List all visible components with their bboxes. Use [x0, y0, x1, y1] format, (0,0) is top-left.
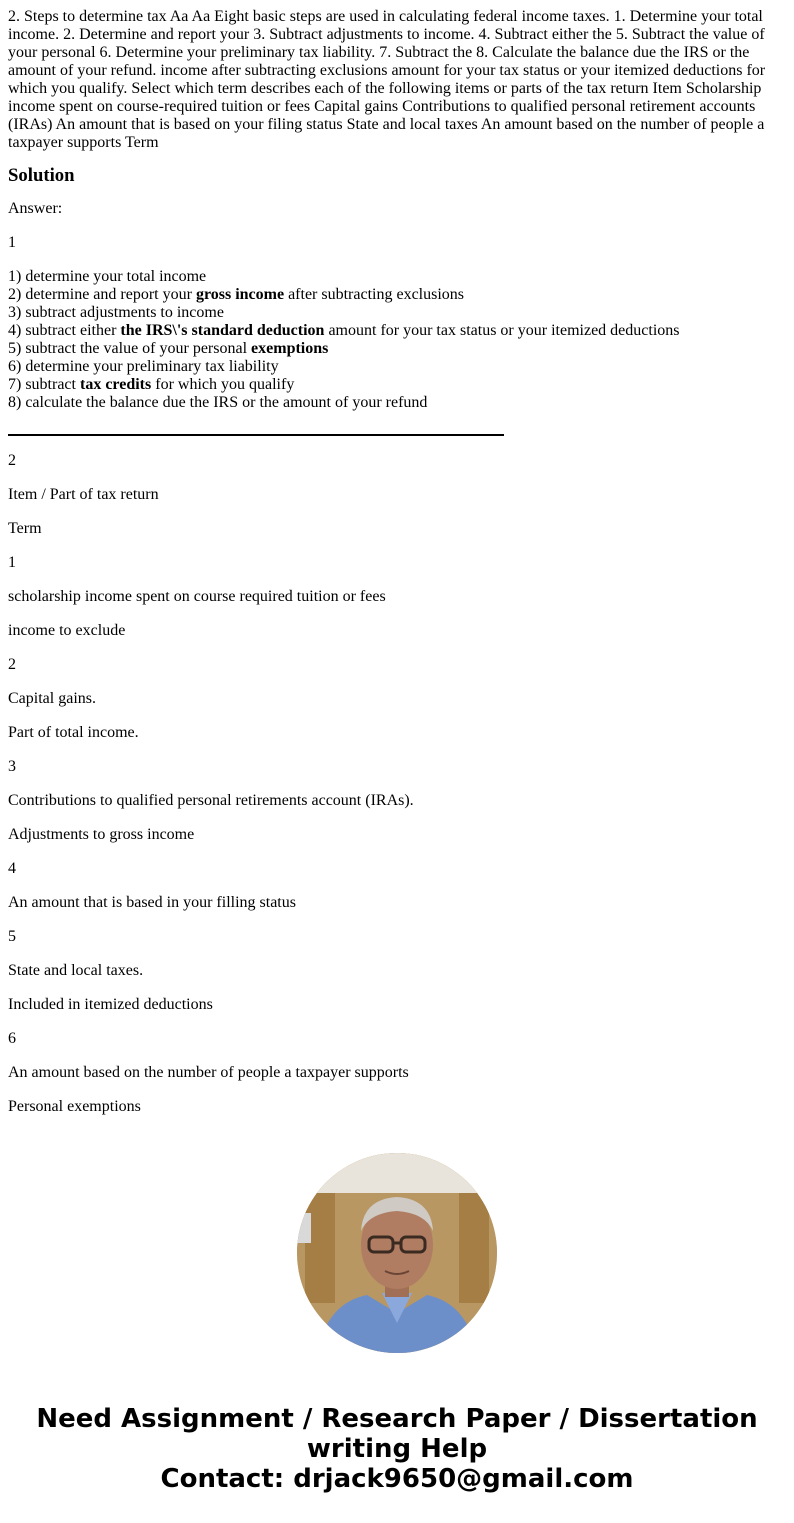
step-item: 1) determine your total income	[8, 268, 207, 285]
avatar	[297, 1153, 497, 1353]
step-item: 2) determine and report your gross income after subtracting exclusions	[8, 286, 465, 303]
step-item: 8) calculate the balance due the IRS or the amount of your refund	[8, 394, 428, 411]
row-term: Included in itemized deductions	[8, 996, 213, 1013]
row-term: Part of total income.	[8, 724, 139, 741]
row-number: 6	[8, 1030, 16, 1047]
horizontal-rule	[8, 434, 504, 436]
step-item: 7) subtract tax credits for which you qualify	[8, 376, 295, 393]
row-item: An amount that is based in your filling status	[8, 894, 296, 911]
row-term: Adjustments to gross income	[8, 826, 195, 843]
row-number: 2	[8, 656, 16, 673]
row-number: 5	[8, 928, 16, 945]
row-term: Personal exemptions	[8, 1098, 141, 1115]
promo-contact[interactable]: Contact: drjack9650@gmail.com	[160, 1464, 634, 1494]
step-item: 5) subtract the value of your personal exemptions	[8, 340, 329, 357]
table-header-term: Term	[8, 520, 42, 537]
solution-heading: Solution	[8, 165, 75, 186]
promo-line-1: Need Assignment / Research Paper / Dissertation	[36, 1404, 758, 1434]
step-item: 6) determine your preliminary tax liability	[8, 358, 279, 375]
row-item: Contributions to qualified personal retirements account (IRAs).	[8, 792, 414, 809]
row-number: 3	[8, 758, 16, 775]
table-header-item: Item / Part of tax return	[8, 486, 159, 503]
row-item: Capital gains.	[8, 690, 96, 707]
answer-label: Answer:	[8, 200, 63, 217]
question-text: 2. Steps to determine tax Aa Aa Eight basic steps are used in calculating federal income taxes. 1. Determine your total income. 2. Determine and report your 3. Subtract adjustments to income. 4. Subtract either the 5. Subtract the value of your personal 6. Determine your preliminary tax liability. 7. Subtract the 8. Calculate the balance due the IRS or the amount of your refund. income after subtracting exclusions amount for your tax status or your itemized deductions for which you qualify. Select which term describes each of the following items or parts of the tax return Item Scholarship income spent on course-required tuition or fees Capital gains Contributions to qualified personal retirement accounts (IRAs) An amount that is based on your filing status State and local taxes An amount based on the number of people a taxpayer supports Term	[8, 8, 766, 151]
promo-line-2: writing Help	[306, 1434, 488, 1464]
row-item: An amount based on the number of people a taxpayer supports	[8, 1064, 409, 1081]
part-2-number: 2	[8, 452, 16, 469]
row-item: scholarship income spent on course required tuition or fees	[8, 588, 386, 605]
part-1-number: 1	[8, 234, 16, 251]
row-item: State and local taxes.	[8, 962, 144, 979]
row-number: 1	[8, 554, 16, 571]
row-term: income to exclude	[8, 622, 126, 639]
promo-text	[0, 1404, 794, 1494]
step-item: 3) subtract adjustments to income	[8, 304, 224, 321]
steps-list	[8, 268, 786, 412]
document-content	[8, 8, 786, 1123]
step-item: 4) subtract either the IRS\'s standard deduction amount for your tax status or your itemized deductions	[8, 322, 680, 339]
avatar-portrait-icon	[297, 1153, 497, 1353]
row-number: 4	[8, 860, 16, 877]
